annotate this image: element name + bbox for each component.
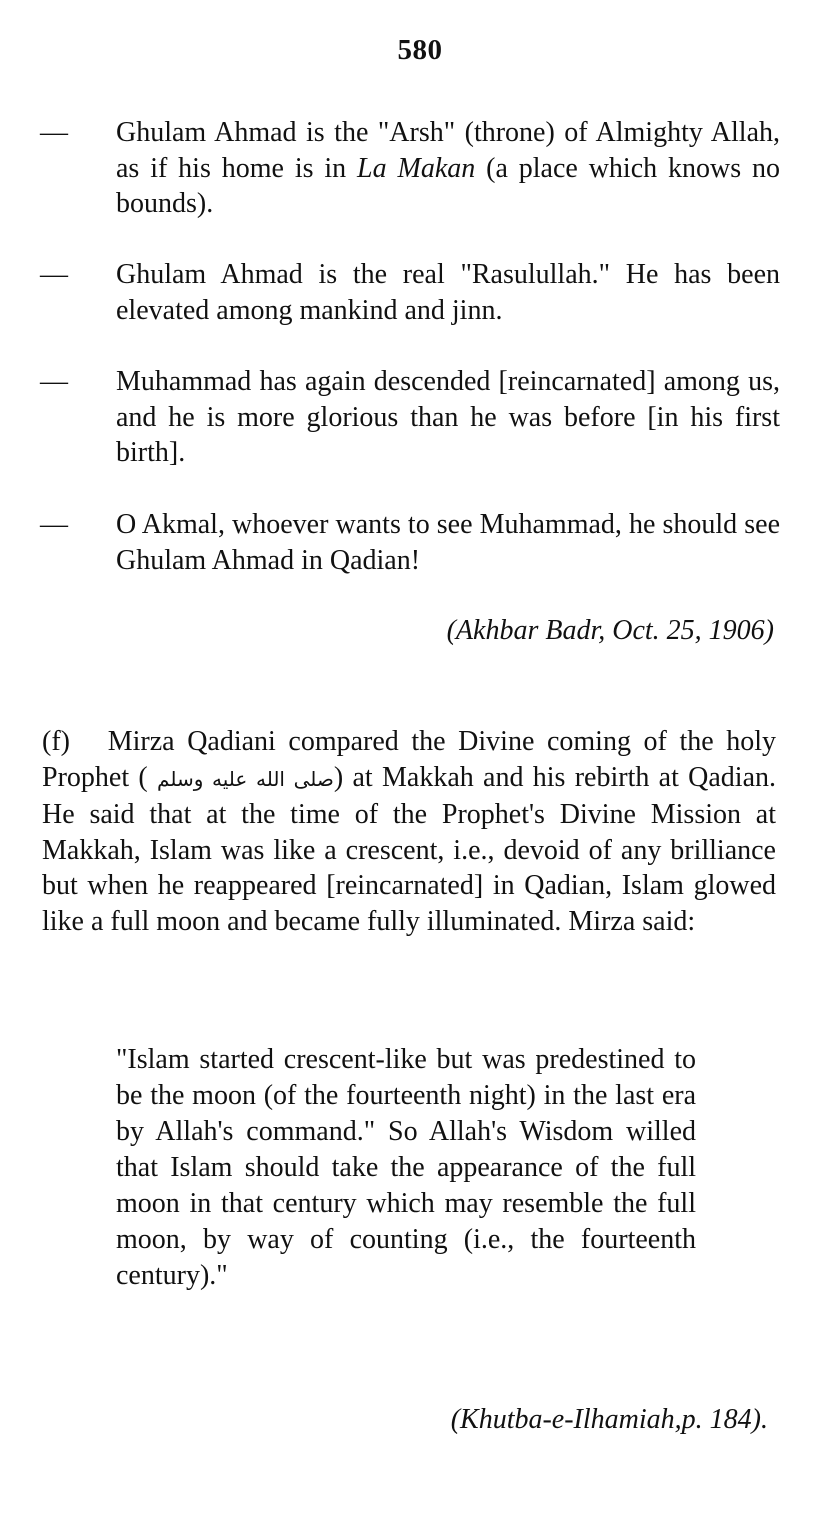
bullet-item	[40, 364, 780, 471]
bullet-dash: —	[40, 117, 68, 148]
bullet-text: Muhammad has again descended [reincarnated] among us, and he is more glorious than he was before [in his first birth].	[116, 366, 780, 468]
block-quote: "Islam started crescent-like but was predestined to be the moon (of the fourteenth night) in the last era by Allah's command." So Allah's Wisdom willed that Islam should take the appearance of the full moon in that century which may resemble the full moon, by way of counting (i.e., the fourteenth century)."	[116, 1044, 696, 1291]
bullet-item	[40, 115, 780, 222]
paragraph-label: (f)	[42, 726, 70, 757]
bullet-dash: —	[40, 259, 68, 290]
citation-akhbar-badr: (Akhbar Badr, Oct. 25, 1906)	[446, 615, 774, 646]
citation-khutba: (Khutba-e-Ilhamiah,p. 184).	[450, 1404, 768, 1435]
bullet-item	[40, 507, 780, 578]
page-number: 580	[397, 34, 443, 66]
bullet-text: O Akmal, whoever wants to see Muhammad, he should see Ghulam Ahmad in Qadian!	[116, 509, 780, 576]
bullet-dash: —	[40, 366, 68, 397]
bullet-text: Ghulam Ahmad is the real "Rasulullah." He has been elevated among mankind and jinn.	[116, 259, 780, 326]
bullet-text: Ghulam Ahmad is the "Arsh" (throne) of Almighty Allah, as if his home is in La Makan (a place which knows no bounds).	[116, 117, 781, 219]
italic-term: La Makan	[357, 152, 476, 184]
arabic-salutation: صلى الله عليه وسلم	[157, 766, 334, 791]
bullet-dash: —	[40, 509, 68, 540]
bullet-item	[40, 257, 780, 328]
paragraph-f: (f) Mirza Qadiani compared the Divine coming of the holy Prophet ( صلى الله عليه وسلم) at Makkah and his rebirth at Qadian. He said that at the time of the Prophet's Divine Mission at Makkah, Islam was like a crescent, i.e., devoid of any brilliance but when he reappeared [reincarnated] in Qadian, Islam glowed like a full moon and became fully illuminated. Mirza said:	[42, 726, 777, 937]
